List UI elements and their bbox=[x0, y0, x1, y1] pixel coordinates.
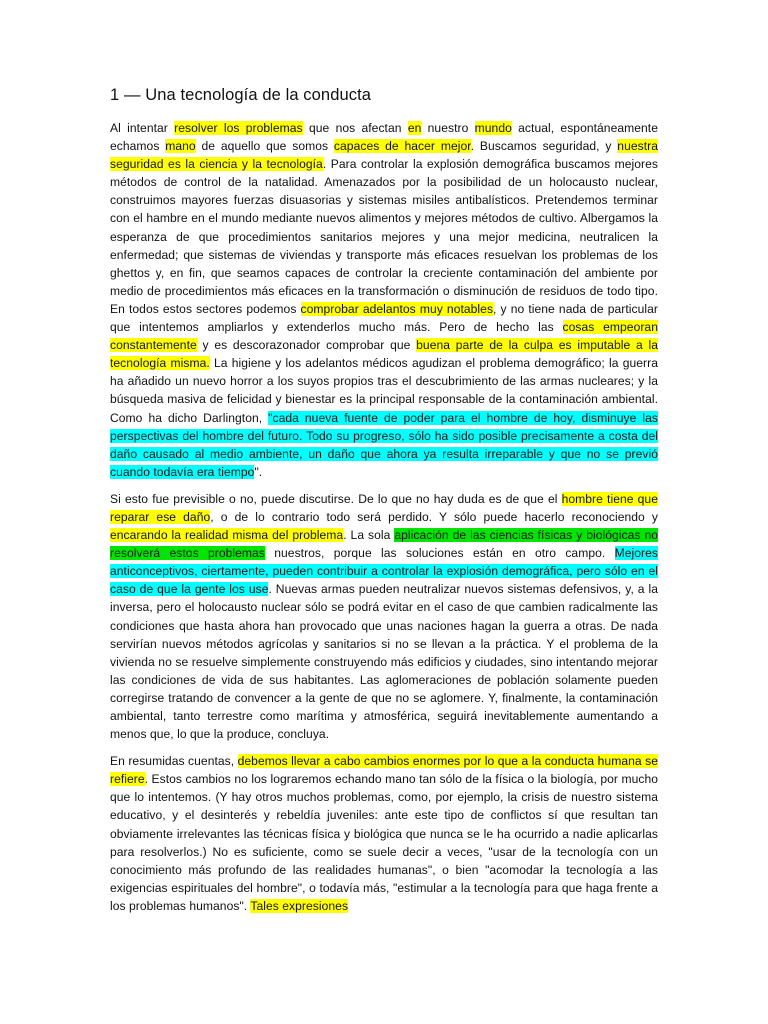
highlight-yellow: encarando la realidad misma del problema bbox=[110, 528, 344, 543]
text-run: nuestro bbox=[421, 121, 475, 135]
text-run: . Para controlar la explosión demográfica buscamos mejores métodos de control de la natalidad. Amenazados por la posibilidad de un holocausto nuclear, construimos mayores fuerzas disuasorias y sistemas misiles antibalísticos. Pretendemos terminar con el hambre en el mundo mediante nuevos alimentos y mejores métodos de cultivo. Albergamos la esperanza de que procedimientos sanitarios mejores y una mejor medicina, neutralicen la enfermedad; que sistemas de viviendas y transporte más eficaces resuelvan los problemas de los ghettos y, en fin, que seamos capaces de controlar la creciente contaminación del ambiente por medio de procedimientos más eficaces en la transformación o disminución de residuos de todo tipo. En todos estos sectores podemos bbox=[110, 157, 659, 316]
text-run: . Buscamos seguridad, y bbox=[470, 139, 618, 154]
highlight-yellow: hombre tiene que reparar ese daño bbox=[110, 491, 658, 524]
highlight-yellow: capaces de hacer mejor bbox=[333, 139, 471, 154]
highlight-yellow: en bbox=[407, 121, 422, 135]
text-run: , o de lo contrario todo será perdido. Y sólo puede hacerlo reconociendo y bbox=[210, 509, 658, 524]
highlight-yellow: mundo bbox=[474, 121, 512, 135]
document-body bbox=[110, 119, 658, 915]
text-run: de aquello que somos bbox=[195, 139, 334, 154]
text-run: actual, espontáneamente echamos bbox=[110, 121, 658, 154]
text-run: La higiene y los adelantos médicos agudizan el problema demográfico; la guerra ha añadido un nuevo horror a los suyos propios tras el descubrimiento de las armas nucleares; y la búsqueda masiva de felicidad y bienestar es la principal responsable de la contaminación ambiental. Como ha dicho Darlington, bbox=[110, 356, 658, 425]
chapter-heading: 1 — Una tecnología de la conducta bbox=[110, 86, 372, 104]
highlight-cyan: "cada nueva fuente de poder para el hombre de hoy, disminuye las perspectivas del hombre del futuro. Todo su progreso, sólo ha sido posible precisamente a costa del daño causado al medio ambiente, un daño que ahora ya resulta irreparable y que no se previó cuando todavía era tiempo bbox=[110, 410, 658, 479]
highlight-yellow: buena parte de la culpa es imputable a la tecnología misma. bbox=[110, 338, 658, 371]
text-run: Al intentar bbox=[110, 121, 175, 135]
highlight-yellow: mano bbox=[165, 139, 196, 154]
paragraph bbox=[110, 490, 658, 743]
text-run: , y no tiene nada de particular que intentemos ampliarlos y extenderlos mucho más. Pero de hecho las bbox=[110, 301, 658, 335]
highlight-yellow: cosas empeoran constantemente bbox=[110, 320, 658, 353]
highlight-yellow: Tales expresiones bbox=[250, 898, 349, 913]
text-run: que nos afectan bbox=[302, 121, 408, 135]
text-run: ". bbox=[254, 464, 263, 479]
highlight-yellow: resolver los problemas bbox=[174, 121, 303, 135]
highlight-yellow: debemos llevar a cabo cambios enormes por lo que a la conducta humana se refiere bbox=[110, 754, 658, 787]
paragraph bbox=[110, 119, 658, 481]
document-page bbox=[110, 86, 658, 924]
text-run: En resumidas cuentas, bbox=[110, 754, 238, 769]
paragraph bbox=[110, 752, 658, 915]
text-run: . Nuevas armas pueden neutralizar nuevos sistemas defensivos, y, a la inversa, pero el holocausto nuclear sólo se podrá evitar en el caso de que cambien radicalmente las condiciones que hasta ahora han provocado que unas naciones hagan la guerra a otras. De nada servirían nuevos métodos agrícolas y sanitarios si no se llevan a la práctica. Y el problema de la vivienda no se resuelve simplemente construyendo más edificios y ciudades, sino intentando mejorar las condiciones de vida de sus habitantes. Las aglomeraciones de población solamente pueden corregirse tratando de convencer a la gente de que no se aglomere. Y, finalmente, la contaminación ambiental, tanto terrestre como marítima y atmosférica, seguirá inevitablemente aumentando a menos que, lo que la produce, concluya. bbox=[110, 582, 658, 742]
text-run: Si esto fue previsible o no, puede discutirse. De lo que no hay duda es de que el bbox=[110, 491, 562, 506]
text-run: . La sola bbox=[343, 528, 395, 543]
text-run: y es descorazonador comprobar que bbox=[196, 338, 417, 353]
text-run: nuestros, porque las soluciones están en otro campo. bbox=[264, 546, 615, 561]
text-run: . Estos cambios no los lograremos echando mano tan sólo de la física o la biología, por mucho que lo intentemos. (Y hay otros muchos problemas, como, por ejemplo, la crisis de nuestro sistema educativo, y el desinterés y rebeldía juveniles: ante este tipo de conflictos sí que resultan tan obviamente irrelevantes las técnicas física y biológica que nunca se le ha ocurrido a nadie aplicarlas para resolverlos.) No es suficiente, como se suele decir a veces, "usar de la tecnología con un conocimiento más profundo de las realidades humanas", o bien "acomodar la tecnología a las exigencias espirituales del hombre", o todavía más, "estimular a la tecnología para que haga frente a los problemas humanos". bbox=[110, 772, 658, 913]
highlight-green: aplicación de las ciencias físicas y biológicas no resolverá estos problemas bbox=[110, 528, 658, 561]
highlight-cyan: Mejores anticonceptivos, ciertamente, pueden contribuir a controlar la explosión demográfica, pero sólo en el caso de que la gente los use bbox=[110, 546, 658, 597]
highlight-yellow: comprobar adelantos muy notables bbox=[300, 301, 494, 316]
highlight-yellow: nuestra seguridad es la ciencia y la tecnología bbox=[110, 139, 658, 172]
